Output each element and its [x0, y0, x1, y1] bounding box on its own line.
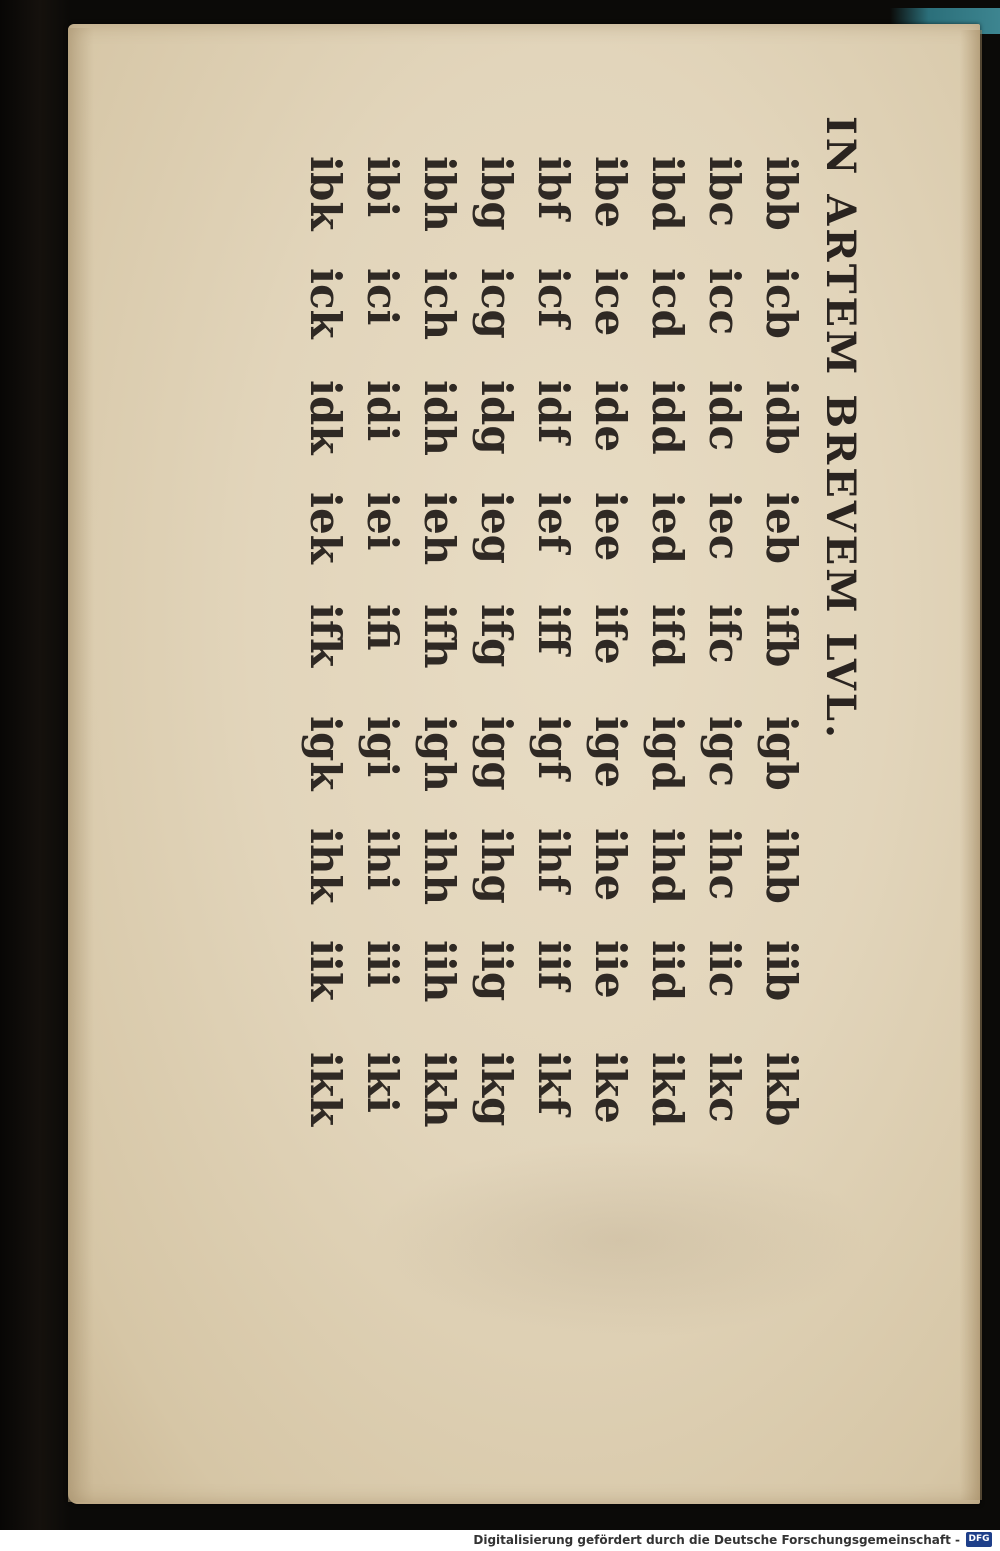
table-cell: ike [586, 1052, 635, 1124]
table-cell: ibf [529, 156, 578, 220]
table-cell: ifg [472, 604, 521, 668]
table-cell: ihi [358, 828, 407, 891]
table-cell: igc [700, 716, 749, 787]
table-cell: ici [358, 268, 407, 326]
table-cell: ieh [415, 492, 464, 566]
table-cell: icb [757, 268, 806, 339]
table-cell: ifi [358, 604, 407, 651]
table-cell: igd [643, 716, 692, 791]
table-cell: iii [358, 940, 407, 988]
dfg-logo: DFG [966, 1532, 992, 1547]
rotated-text-block [301, 116, 864, 1128]
table-cell: ied [643, 492, 692, 565]
table-cell: iib [757, 940, 806, 1002]
table-cell: igi [358, 716, 407, 778]
table-cell: iec [700, 492, 749, 561]
table-cell: ikh [415, 1052, 464, 1128]
ink-bleed-through [370, 1140, 870, 1340]
table-cell: igk [301, 716, 350, 791]
table-cell: ibk [301, 156, 350, 231]
funding-credit: Digitalisierung gefördert durch die Deutsche Forschungsgemeinschaft - [473, 1533, 960, 1547]
table-cell: iid [643, 940, 692, 1002]
table-cell: ibe [586, 156, 635, 229]
table-cell: iei [358, 492, 407, 551]
table-cell: idf [529, 380, 578, 444]
table-cell: iig [472, 940, 521, 1002]
table-cell: ifb [757, 604, 806, 668]
table-cell: icg [472, 268, 521, 339]
table-cell: idi [358, 380, 407, 442]
table-cell: ibh [415, 156, 464, 232]
table-cell: icf [529, 268, 578, 328]
table-cell: ifc [700, 604, 749, 664]
table-cell: ihf [529, 828, 578, 893]
table-cell: ifd [643, 604, 692, 668]
table-cell: ihk [301, 828, 350, 904]
table-cell: iif [529, 940, 578, 990]
table-cell: ikf [529, 1052, 578, 1116]
table-cell: idh [415, 380, 464, 456]
table-cell: ick [301, 268, 350, 339]
table-cell: ihe [586, 828, 635, 902]
table-cell: idk [301, 380, 350, 455]
table-cell: ief [529, 492, 578, 553]
table-cell: ibc [700, 156, 749, 227]
table-cell: ihb [757, 828, 806, 904]
table-cell: iki [358, 1052, 407, 1114]
table-cell: ifk [301, 604, 350, 668]
table-cell: ihh [415, 828, 464, 906]
table-cell: idc [700, 380, 749, 451]
table-cell: igg [472, 716, 521, 791]
table-cell: ich [415, 268, 464, 341]
table-cell: ige [586, 716, 635, 789]
table-cell: iff [529, 604, 578, 655]
page-left-edge [68, 28, 94, 1502]
table-cell: ihg [472, 828, 521, 904]
table-cell: ikc [700, 1052, 749, 1123]
table-cell: ife [586, 604, 635, 665]
table-cell: ihc [700, 828, 749, 901]
page-right-edge [960, 30, 982, 1500]
table-cell: ikb [757, 1052, 806, 1127]
table-cell: idb [757, 380, 806, 455]
table-cell: iie [586, 940, 635, 999]
table-cell: ikd [643, 1052, 692, 1127]
table-cell: iek [301, 492, 350, 564]
table-cell: ice [586, 268, 635, 337]
table-cell: ikk [301, 1052, 350, 1127]
table-cell: iih [415, 940, 464, 1003]
table-cell: idd [643, 380, 692, 455]
table-cell: igh [415, 716, 464, 792]
table-cell: icd [643, 268, 692, 339]
table-cell: igb [757, 716, 806, 791]
table-cell: ibd [643, 156, 692, 231]
table-cell: ibg [472, 156, 521, 231]
table-cell: igf [529, 716, 578, 780]
table-cell: ieb [757, 492, 806, 565]
table-cell: iee [586, 492, 635, 562]
table-cell: idg [472, 380, 521, 455]
table-cell: ikg [472, 1052, 521, 1127]
table-cell: ifh [415, 604, 464, 669]
table-cell: ihd [643, 828, 692, 904]
table-cell: ide [586, 380, 635, 453]
table-cell: ibi [358, 156, 407, 218]
table-cell: ieg [472, 492, 521, 565]
table-cell: iik [301, 940, 350, 1002]
table-cell: icc [700, 268, 749, 336]
table-cell: ibb [757, 156, 806, 231]
page-heading: IN ARTEM BREVEM LVL. [817, 116, 864, 741]
table-cell: iic [700, 940, 749, 998]
